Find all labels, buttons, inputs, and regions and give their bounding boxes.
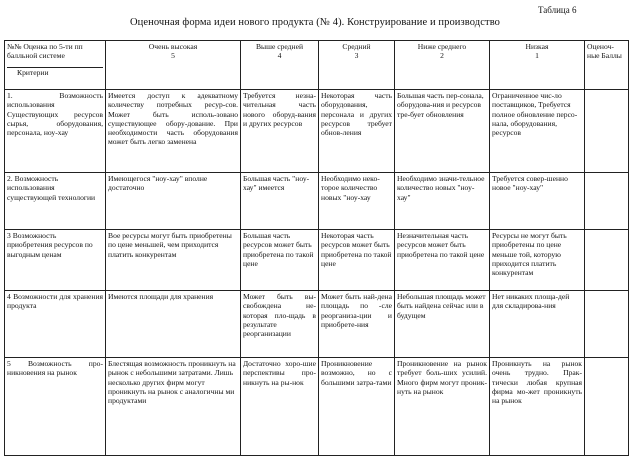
page-title: Оценочная форма идеи нового продукта (№ 4). Конструирование и производство: [129, 17, 501, 28]
criterion-cell: 2. Возможность использования существующей технологии: [5, 173, 106, 230]
score-cell[interactable]: [585, 358, 629, 456]
level-1-cell: Ресурсы не могут быть приобретены по цене меньше той, которую приходится платить конкурентам: [490, 230, 585, 291]
criterion-cell: 5 Возможность про-никновения на рынок: [5, 358, 106, 456]
header-scale-label: №№ Оценка по 5-ти пп балльной системе: [7, 42, 83, 61]
criterion-cell: 1. Возможность использования Существующих ресурсов сырья, оборудования, персонала, ноу-хау: [5, 90, 106, 173]
level-3-cell: Может быть най-дена площадь по -сле реорганиза-ции и приобрете-ния: [319, 291, 395, 358]
level-score: 4: [277, 51, 282, 61]
level-2-cell: Проникновение на рынок требует боль-ших усилий. Много фирм могут проник-нуть на рынок: [395, 358, 490, 456]
level-4-cell: Большая часть "ноу-хау" имеется: [241, 173, 319, 230]
header-level-1: [490, 41, 585, 90]
level-label: Очень высокая: [148, 42, 198, 51]
criterion-cell: 3 Возможность приобретения ресурсов по выгодным ценам: [5, 230, 106, 291]
table-number: Таблица 6: [538, 5, 577, 15]
header-level-2: [395, 41, 490, 90]
level-3-cell: Некоторая часть оборудования, персонала и других ресурсов требует обнов-ления: [319, 90, 395, 173]
header-level-5: [106, 41, 241, 90]
level-1-cell: Требуется совер-шенно новое "ноу-хау": [490, 173, 585, 230]
header-criteria-cell: [5, 41, 106, 90]
criterion-cell: 4 Возможности для хранения продукта: [5, 291, 106, 358]
level-4-cell: Может быть вы-свобождена не-которая пло-щадь в результате реорганизации: [241, 291, 319, 358]
level-5-cell: Имеется доступ к адекватному количеству потребных ресур-сов. Может быть исполь-зовано существующее обору-дование. При необходимости часть оборудования может быть легко заменена: [106, 90, 241, 173]
table-row: [5, 173, 629, 230]
level-2-cell: Большая часть пер-сонала, оборудова-ния и ресурсов тре-бует обновления: [395, 90, 490, 173]
level-5-cell: Блестящая возможность проникнуть на рынок с небольшими затратами. Лишь несколько других фирм могут проникнуть на рынок с аналогичны ми продуктами: [106, 358, 241, 456]
level-1-cell: Проникнуть на рынок очень трудно. Прак-тически любая крупная фирма мо-жет проникнуть на рынок: [490, 358, 585, 456]
level-score: 1: [535, 51, 539, 61]
level-5-cell: Вое ресурсы могут быть приобретены по цене меньшей, чем приходится платить конкурентам: [106, 230, 241, 291]
header-level-3: [319, 41, 395, 90]
level-5-cell: Имеются площади для хранения: [106, 291, 241, 358]
table-row: [5, 230, 629, 291]
level-label: Ниже среднего: [417, 42, 467, 51]
level-3-cell: Проникновение возможно, но с большими затра-тами: [319, 358, 395, 456]
level-5-cell: Имеющегося "ноу-хау" вполне достаточно: [106, 173, 241, 230]
level-label: Средний: [342, 42, 371, 51]
header-score-column: Оценоч-ные Баллы: [585, 41, 629, 90]
header-level-4: [241, 41, 319, 90]
level-label: Выше средней: [255, 42, 304, 51]
score-cell[interactable]: [585, 291, 629, 358]
score-cell[interactable]: [585, 173, 629, 230]
table-row: [5, 358, 629, 456]
level-4-cell: Достаточно хоро-шие перспективы про-никнуть на ры-нок: [241, 358, 319, 456]
level-score: 5: [171, 51, 175, 61]
level-4-cell: Требуется незна-чительная часть нового оборуд-вания и других ресурсов: [241, 90, 319, 173]
level-4-cell: Большая часть ресурсов может быть приобретена по такой цене: [241, 230, 319, 291]
header-criteria-label: Критерии: [7, 67, 103, 77]
table-row: [5, 291, 629, 358]
level-2-cell: Незначительная часть ресурсов может быть приобретена по такой цене: [395, 230, 490, 291]
level-3-cell: Необходимо неко-торое количество новых "ноу-хау: [319, 173, 395, 230]
evaluation-table: [4, 40, 629, 456]
level-3-cell: Некоторая часть ресурсов может быть приобретена по такой цене: [319, 230, 395, 291]
level-score: 2: [440, 51, 444, 61]
level-1-cell: Ограниченное чис-ло поставщиков, Требуется полное обновление персо-нала, оборудования, ресурсов: [490, 90, 585, 173]
table-row: [5, 90, 629, 173]
level-2-cell: Небольшая площадь может быть найдена сейчас или в будущем: [395, 291, 490, 358]
level-label: Низкая: [525, 42, 549, 51]
score-cell[interactable]: [585, 230, 629, 291]
header-row: [5, 41, 629, 90]
score-cell[interactable]: [585, 90, 629, 173]
level-1-cell: Нет никаких площа-дей для складирова-ния: [490, 291, 585, 358]
level-2-cell: Необходимо значи-тельное количество новых "ноу-хау": [395, 173, 490, 230]
level-score: 3: [354, 51, 359, 61]
